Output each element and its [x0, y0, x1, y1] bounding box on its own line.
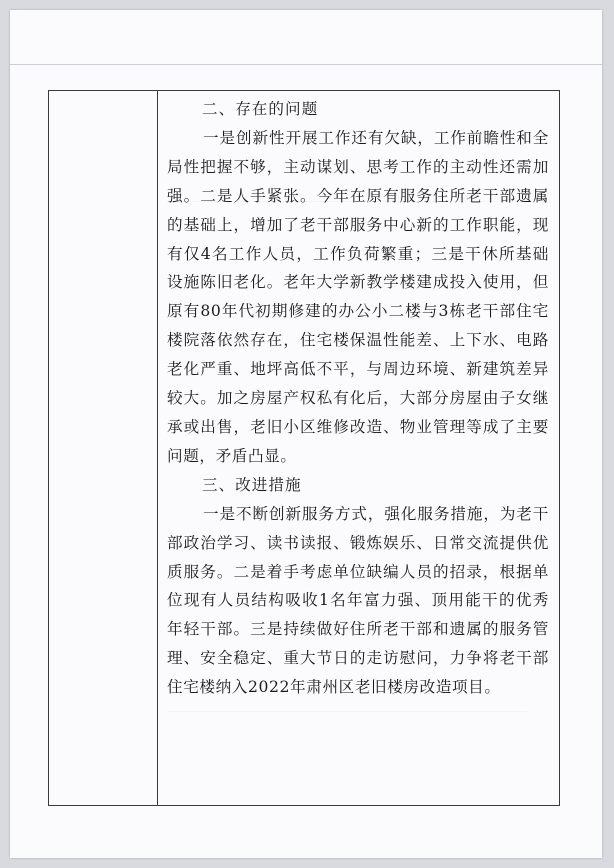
table-column-divider	[157, 91, 158, 805]
header-rule	[10, 64, 602, 65]
content-table	[48, 90, 560, 806]
section-paragraph-improvements: 一是不断创新服务方式，强化服务措施，为老干部政治学习、读书读报、锻炼娱乐、日常交流提供优质服务。二是着手考虑单位缺编人员的招录，根据单位现有人员结构吸收1名年富力强、顶用能干的优秀年轻干部。三是持续做好住所老干部和遗属的服务管理、安全稳定、重大节日的走访慰问，力争将老干部住宅楼纳入2022年肃州区老旧楼房改造项目。	[167, 504, 549, 697]
section-paragraph-problems: 一是创新性开展工作还有欠缺，工作前瞻性和全局性把握不够，主动谋划、思考工作的主动性还需加强。二是人手紧张。今年在原有服务住所老干部遗属的基础上，增加了老干部服务中心新的工作职能，现有仅4名工作人员，工作负荷繁重；三是干休所基础设施陈旧老化。老年大学新教学楼建成投入使用，但原有80年代初期修建的办公小二楼与3栋老干部住宅楼院落依然存在，住宅楼保温性能差、上下水、电路老化严重、地坪高低不平，与周边环境、新建筑差异较大。加之房屋产权私有化后，大部分房屋由子女继承或出售，老旧小区维修改造、物业管理等成了主要问题，矛盾凸显。	[167, 128, 549, 465]
bleed-through-line	[167, 711, 527, 712]
document-page	[10, 10, 602, 858]
section-heading-problems: 二、存在的问题	[202, 100, 319, 118]
table-text-cell	[167, 95, 549, 702]
section-heading-improvements: 三、改进措施	[202, 475, 302, 494]
